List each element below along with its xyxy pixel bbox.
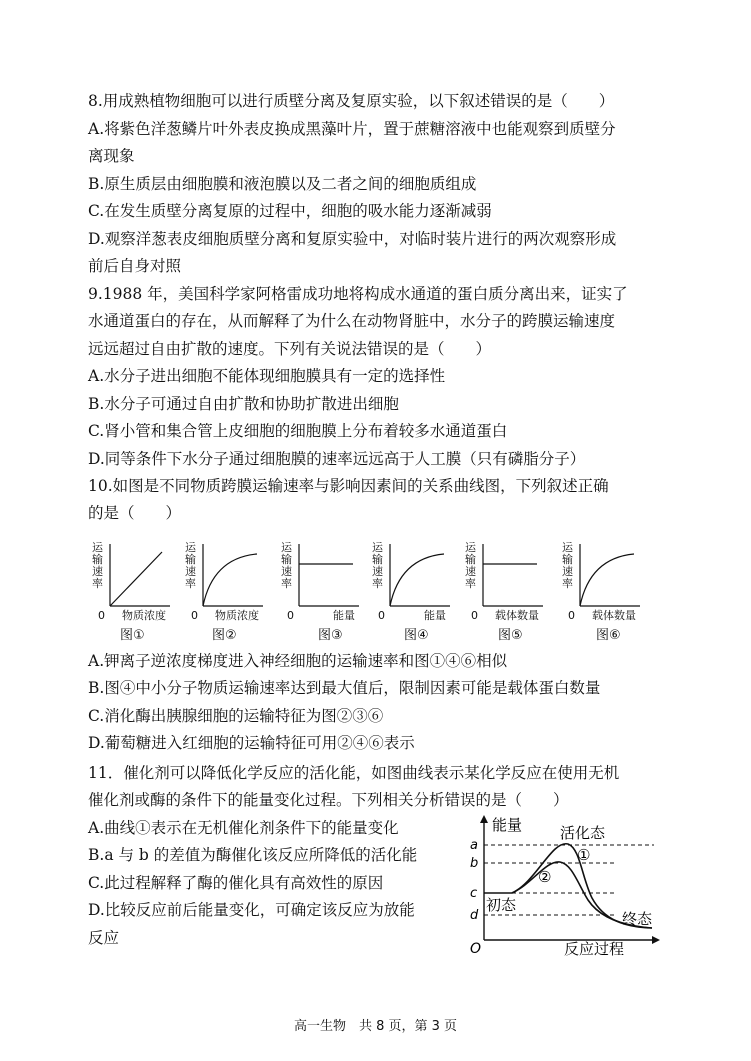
graph-3: [281, 540, 361, 630]
graph-2-ylabel: 运输速率: [185, 541, 196, 590]
graph-2-caption: 图②: [212, 628, 237, 643]
q8-option-a: A.将紫色洋葱鳞片叶外表皮换成黑藻叶片，置于蔗糖溶液中也能观察到质壁分: [88, 120, 616, 138]
q10-option-b: B.图④中小分子物质运输速率达到最大值后，限制因素可能是载体蛋白数量: [88, 679, 601, 697]
graph-1-ylabel: 运输速率: [92, 541, 103, 590]
graph-6: [562, 540, 642, 630]
level-a-label: a: [470, 838, 478, 853]
q9-stem: 9.1988 年，美国科学家阿格雷成功地将构成水通道的蛋白质分离出来，证实了: [88, 285, 628, 303]
q10-option-d: D.葡萄糖进入红细胞的运输特征可用②④⑥表示: [88, 734, 415, 752]
q9-option-d: D.同等条件下水分子通过细胞膜的速率远远高于人工膜（只有磷脂分子）: [88, 450, 586, 468]
graph-1-curve: [110, 552, 162, 606]
q9-stem-2: 水通道蛋白的存在，从而解释了为什么在动物肾脏中，水分子的跨膜运输速度: [88, 312, 616, 330]
graph-5-ylabel: 运输速率: [465, 541, 476, 590]
level-c-label: c: [470, 886, 478, 901]
graph-3-ylabel: 运输速率: [281, 541, 292, 590]
q8-option-c: C.在发生质壁分离复原的过程中，细胞的吸水能力逐渐减弱: [88, 202, 492, 220]
initial-state-label: 初态: [486, 896, 517, 914]
graph-6-ylabel: 运输速率: [562, 541, 573, 590]
graph-4: [372, 540, 452, 630]
energy-x-arrow: [652, 936, 660, 944]
graph-5-origin: 0: [471, 609, 478, 622]
q9-option-b: B.水分子可通过自由扩散和协助扩散进出细胞: [88, 395, 399, 413]
graph-3-origin: 0: [287, 609, 294, 622]
q8-stem: 8.用成熟植物细胞可以进行质壁分离及复原实验，以下叙述错误的是（ ）: [88, 92, 615, 110]
activated-state-label: 活化态: [560, 824, 606, 842]
q11-option-c: C.此过程解释了酶的催化具有高效性的原因: [88, 874, 384, 892]
graph-2-origin: 0: [191, 609, 198, 622]
curve-2-label: ②: [538, 868, 552, 886]
graph-4-caption: 图④: [404, 628, 429, 643]
q11-option-d-cont: 反应: [88, 929, 120, 947]
q9-option-c: C.肾小管和集合管上皮细胞的细胞膜上分布着较多水通道蛋白: [88, 422, 508, 440]
graph-2-curve: [203, 554, 257, 606]
q8-option-b: B.原生质层由细胞膜和液泡膜以及二者之间的细胞质组成: [88, 175, 477, 193]
graph-5-caption: 图⑤: [498, 628, 523, 643]
q10-stem-2: 的是（ ）: [88, 504, 182, 522]
q8-option-d-cont: 前后自身对照: [88, 257, 182, 275]
graph-6-curve: [580, 554, 634, 606]
energy-y-arrow: [480, 815, 488, 823]
q8-option-a-cont: 离现象: [88, 147, 135, 165]
q10-stem: 10.如图是不同物质跨膜运输速率与影响因素间的关系曲线图，下列叙述正确: [88, 477, 609, 495]
energy-diagram: [464, 812, 664, 957]
q11-stem: 11．催化剂可以降低化学反应的活化能，如图曲线表示某化学反应在使用无机: [88, 764, 620, 782]
q10-option-a: A.钾离子逆浓度梯度进入神经细胞的运输速率和图①④⑥相似: [88, 652, 508, 670]
graph-4-ylabel: 运输速率: [372, 541, 383, 590]
graph-2: [185, 540, 265, 630]
graph-4-plot: [372, 540, 452, 620]
graph-6-caption: 图⑥: [596, 628, 621, 643]
level-d-label: d: [470, 908, 479, 923]
graph-1-xlabel: 物质浓度: [122, 609, 166, 622]
graph-6-xlabel: 载体数量: [592, 609, 636, 622]
graph-1-caption: 图①: [120, 628, 145, 643]
graph-5: [465, 540, 545, 630]
q8-option-d: D.观察洋葱表皮细胞质壁分离和复原实验中，对临时装片进行的两次观察形成: [88, 230, 617, 248]
graph-1-origin: 0: [98, 609, 105, 622]
graph-4-xlabel: 能量: [424, 609, 446, 622]
q11-option-d: D.比较反应前后能量变化，可确定该反应为放能: [88, 901, 415, 919]
graph-4-origin: 0: [378, 609, 385, 622]
graph-4-curve: [390, 554, 444, 606]
graph-3-caption: 图③: [318, 628, 343, 643]
graph-1-plot: [92, 540, 172, 620]
graph-6-plot: [562, 540, 642, 620]
energy-ylabel: 能量: [492, 816, 523, 834]
graph-3-plot: [281, 540, 361, 620]
graph-2-plot: [185, 540, 265, 620]
q10-option-c: C.消化酶出胰腺细胞的运输特征为图②③⑥: [88, 707, 384, 725]
q11-stem-2: 催化剂或酶的条件下的能量变化过程。下列相关分析错误的是（ ）: [88, 791, 569, 809]
graph-6-origin: 0: [568, 609, 575, 622]
page-footer: 高一生物 共 8 页，第 3 页: [293, 1019, 458, 1034]
energy-origin: O: [470, 941, 482, 957]
graph-2-xlabel: 物质浓度: [215, 609, 259, 622]
q9-option-a: A.水分子进出细胞不能体现细胞膜具有一定的选择性: [88, 367, 446, 385]
final-state-label: 终态: [622, 910, 653, 928]
graph-3-xlabel: 能量: [333, 609, 355, 622]
graph-5-plot: [465, 540, 545, 620]
graph-1: [92, 540, 172, 630]
graph-5-xlabel: 载体数量: [495, 609, 539, 622]
q11-option-b: B.a 与 b 的差值为酶催化该反应所降低的活化能: [88, 846, 418, 864]
curve-1-label: ①: [577, 846, 591, 864]
level-b-label: b: [470, 856, 479, 871]
q9-stem-3: 远远超过自由扩散的速度。下列有关说法错误的是（ ）: [88, 340, 492, 358]
q11-option-a: A.曲线①表示在无机催化剂条件下的能量变化: [88, 819, 399, 837]
energy-xlabel: 反应过程: [564, 940, 625, 957]
